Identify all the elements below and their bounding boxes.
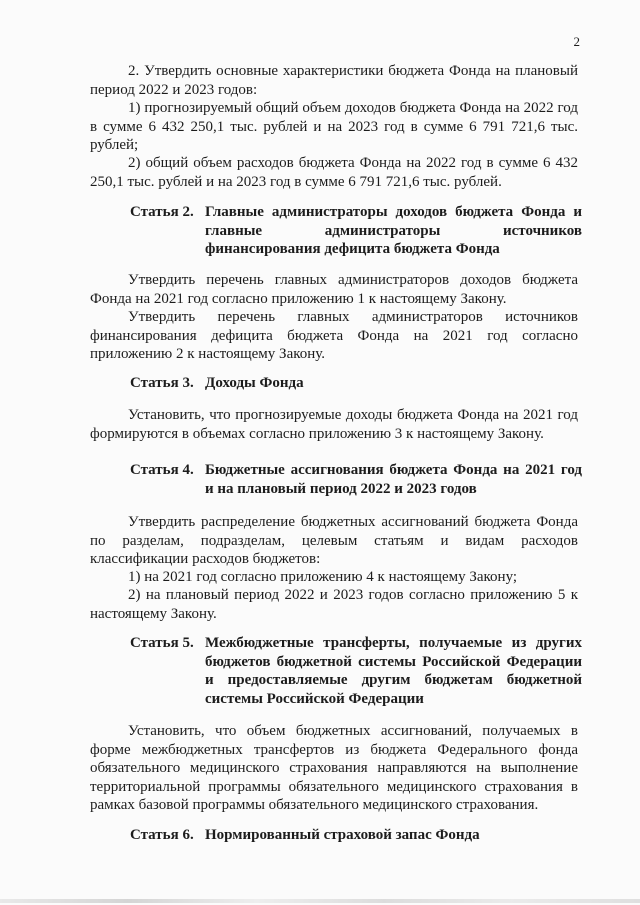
paragraph-plan-characteristics: 2. Утвердить основные характеристики бюджета Фонда на плановый период 2022 и 2023 годов:: [90, 63, 578, 98]
article-4-title: Бюджетные ассигнования бюджета Фонда на 2021 год и на плановый период 2022 и 2023 годов: [205, 462, 582, 497]
article-5-heading: [130, 634, 582, 708]
paragraph-revenue-administrators: Утвердить перечень главных администраторов доходов бюджета Фонда на 2021 год согласно приложению 1 к настоящему Закону.: [90, 272, 578, 307]
paragraph-allocation-plan: 2) на плановый период 2022 и 2023 годов согласно приложению 5 к настоящему Закону.: [90, 587, 578, 622]
article-3-title: Доходы Фонда: [205, 375, 304, 391]
article-5-title: Межбюджетные трансферты, получаемые из других бюджетов бюджетной системы Российской Федерации и предоставляемые другим бюджетам бюджетной системы Российской Федерации: [205, 635, 582, 707]
article-4-label: Статья 4.: [130, 462, 194, 478]
paragraph-deficit-administrators: Утвердить перечень главных администраторов источников финансирования дефицита бюджета Фонда на 2021 год согласно приложению 2 к настоящему Закону.: [90, 309, 578, 362]
article-2-heading: [130, 203, 582, 259]
paragraph-allocation-2021: 1) на 2021 год согласно приложению 4 к настоящему Закону;: [128, 569, 518, 585]
article-3-label: Статья 3.: [130, 375, 194, 391]
scan-bottom-edge: [0, 899, 640, 903]
paragraph-expense-total: 2) общий объем расходов бюджета Фонда на 2022 год в сумме 6 432 250,1 тыс. рублей и на 2023 год в сумме 6 791 721,6 тыс. рублей.: [90, 155, 578, 190]
paragraph-allocation: Утвердить распределение бюджетных ассигнований бюджета Фонда по разделам, подразделам, целевым статьям и видам расходов классификации расходов бюджетов:: [90, 514, 578, 567]
article-6-label: Статья 6.: [130, 827, 194, 843]
page-number: 2: [573, 34, 580, 49]
article-3-heading: [130, 374, 582, 393]
article-2-label: Статья 2.: [130, 204, 194, 220]
paragraph-transfers: Установить, что объем бюджетных ассигнований, получаемых в форме межбюджетных трансфертов из бюджета Федерального фонда обязательного медицинского страхования направляются на выполнение территориальной программы обязательного медицинского страхования в рамках базовой программы обязательного медицинского страхования.: [90, 723, 578, 813]
article-2-title: Главные администраторы доходов бюджета Фонда и главные администраторы источников финансирования дефицита бюджета Фонда: [205, 204, 582, 257]
article-6-heading: [130, 826, 582, 845]
article-6-title: Нормированный страховой запас Фонда: [205, 827, 480, 843]
article-5-label: Статья 5.: [130, 635, 194, 651]
paragraph-forecast-revenue: Установить, что прогнозируемые доходы бюджета Фонда на 2021 год формируются в объемах согласно приложению 3 к настоящему Закону.: [90, 407, 578, 442]
article-4-heading: [130, 461, 582, 498]
paragraph-revenue-forecast: 1) прогнозируемый общий объем доходов бюджета Фонда на 2022 год в сумме 6 432 250,1 тыс. рублей и на 2023 год в сумме 6 791 721,6 тыс. рублей;: [90, 100, 578, 153]
